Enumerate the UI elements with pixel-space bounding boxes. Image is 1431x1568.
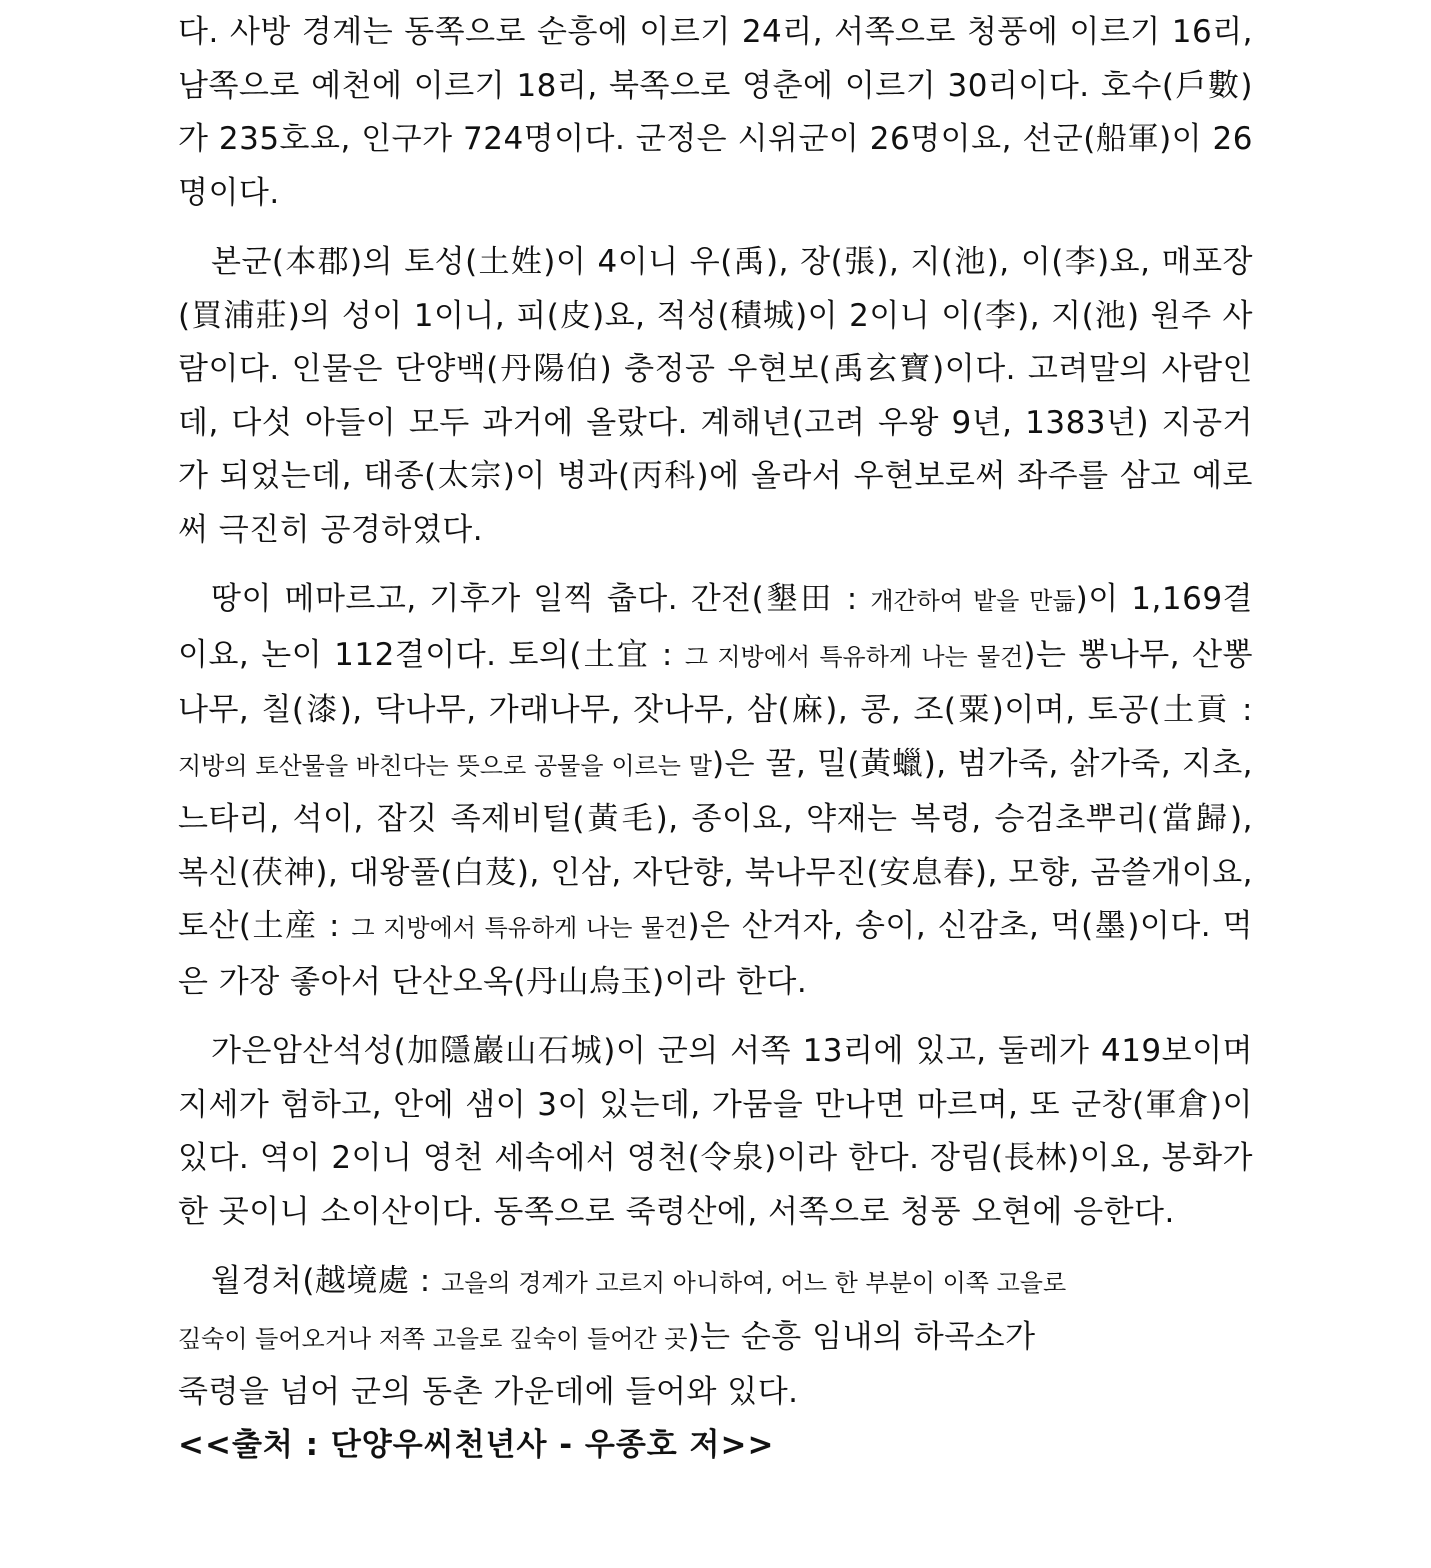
paragraph-land-and-products xyxy=(178,573,1253,1009)
enclave-text-3: 죽령을 넘어 군의 동촌 가운데에 들어와 있다. xyxy=(178,1374,799,1410)
products-text-5: )은 산겨자, 송이, 신감초, 먹(墨)이다. 먹은 가장 좋아서 단산오옥(丹山烏玉)이라 한다. xyxy=(178,908,1253,1000)
document-page xyxy=(178,6,1253,1470)
products-text-2: )이 1,169결이요, 논이 112결이다. 토의(土宜 : xyxy=(178,581,1254,673)
paragraph-fortress: 가은암산석성(加隱巖山石城)이 군의 서쪽 13리에 있고, 둘레가 419보이며 지세가 험하고, 안에 샘이 3이 있는데, 가뭄을 만나면 마르며, 또 군창(軍倉)이 있다. 역이 2이니 영천 세속에서 영천(令泉)이라 한다. 장림(長林)이요, 봉화가 한 곳이니 소이산이다. 동쪽으로 죽령산에, 서쪽으로 청풍 오현에 응한다. xyxy=(178,1033,1253,1230)
note-gaejeon: 개간하여 밭을 만듦 xyxy=(870,587,1076,615)
products-text-3: )는 뽕나무, 산뽕나무, 칠(漆), 닥나무, 가래나무, 잣나무, 삼(麻), 콩, 조(粟)이며, 토공(土貢 : xyxy=(178,636,1253,728)
note-wolgyeongcheo-2: 깊숙이 들어오거나 저쪽 고을로 깊숙이 들어간 곳 xyxy=(178,1324,688,1353)
products-text-4: )은 꿀, 밀(黃蠟), 범가죽, 삵가죽, 지초, 느타리, 석이, 잡깃 족제비털(黃毛), 종이요, 약재는 복령, 승검초뿌리(當歸), 복신(茯神), 대왕풀(白芨), 인삼, 자단향, 북나무진(安息春), 모향, 곰쓸개이요, 토산(土産 : xyxy=(178,745,1253,944)
paragraph-clans-and-people: 본군(本郡)의 토성(土姓)이 4이니 우(禹), 장(張), 지(池), 이(李)요, 매포장(買浦莊)의 성이 1이니, 피(皮)요, 적성(積城)이 2이니 이(李), 지(池) 원주 사람이다. 인물은 단양백(丹陽伯) 충정공 우현보(禹玄寶)이다. 고려말의 사람인데, 다섯 아들이 모두 과거에 올랐다. 계해년(고려 우왕 9년, 1383년) 지공거가 되었는데, 태종(太宗)이 병과(丙科)에 올라서 우현보로써 좌주를 삼고 예로써 극진히 공경하였다. xyxy=(178,244,1253,548)
enclave-text-1: 월경처(越境處 : xyxy=(211,1263,442,1299)
note-wolgyeongcheo-1: 고을의 경계가 고르지 아니하여, 어느 한 부분이 이쪽 고을로 xyxy=(441,1269,1067,1297)
paragraph-boundaries: 다. 사방 경계는 동쪽으로 순흥에 이르기 24리, 서쪽으로 청풍에 이르기 16리, 남쪽으로 예천에 이르기 18리, 북쪽으로 영춘에 이르기 30리이다. 호수(戶數)가 235호요, 인구가 724명이다. 군정은 시위군이 26명이요, 선군(船軍)이 26명이다. xyxy=(178,14,1253,211)
note-toui: 그 지방에서 특유하게 나는 물건 xyxy=(684,642,1024,671)
enclave-text-2: )는 순흥 임내의 하곡소가 xyxy=(687,1318,1036,1355)
note-tosan: 그 지방에서 특유하게 나는 물건 xyxy=(351,914,688,942)
paragraph-border-enclave xyxy=(178,1255,1253,1420)
products-text-1: 땅이 메마르고, 기후가 일찍 춥다. 간전(墾田 : xyxy=(211,581,871,617)
source-citation: <<출처 : 단양우씨천년사 - 우종호 저>> xyxy=(178,1426,775,1463)
note-togong: 지방의 토산물을 바친다는 뜻으로 공물을 이르는 말 xyxy=(178,751,712,780)
